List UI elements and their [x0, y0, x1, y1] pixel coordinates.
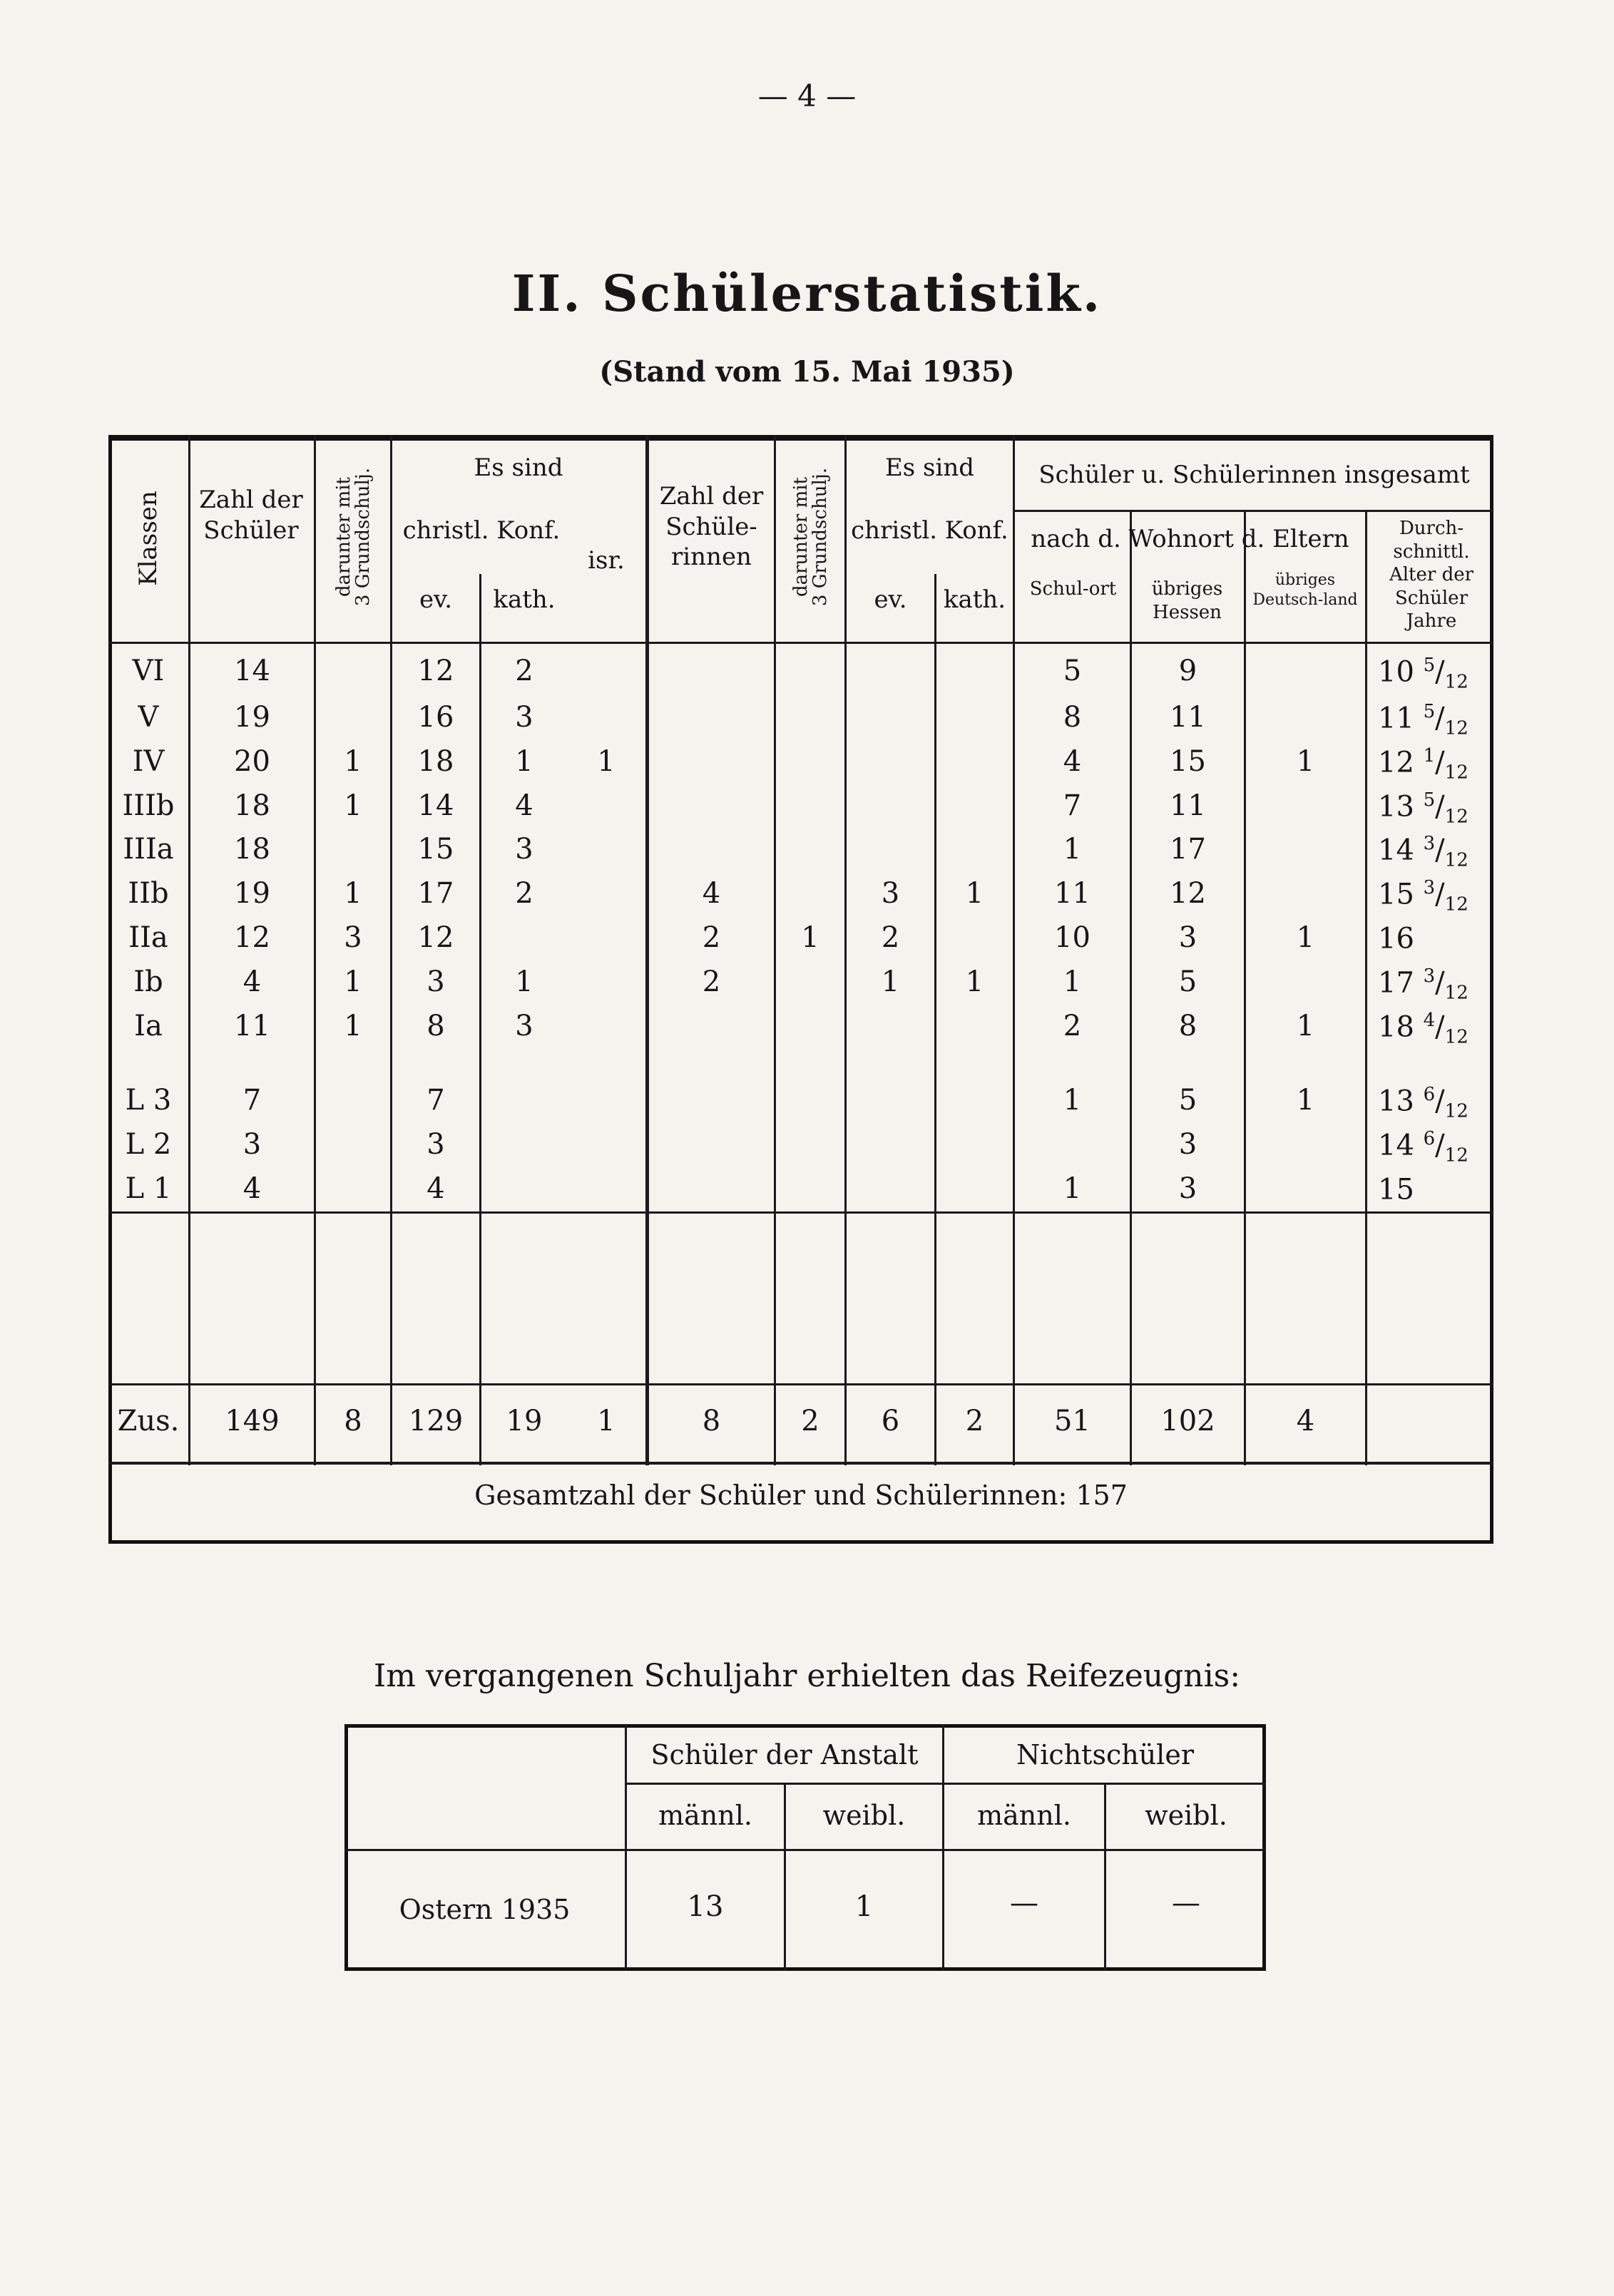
age-denominator: 12: [1444, 982, 1469, 1004]
reife-header-weibl: weibl.: [822, 1800, 906, 1831]
table-cell: 10: [1054, 921, 1091, 954]
header-christl-konf-w: christl. Konf.: [851, 516, 1008, 545]
table-cell: 2: [515, 655, 533, 687]
age-numerator: 5: [1423, 701, 1436, 722]
table-cell: 5: [1178, 1084, 1197, 1117]
header-darunter-text: darunter mit: [333, 477, 354, 598]
age-space: [1414, 966, 1424, 999]
table-cell: 1: [344, 1010, 362, 1042]
table-cell: IV: [132, 745, 165, 778]
age-whole: 11: [1378, 702, 1414, 735]
table-cell: 4: [702, 877, 721, 910]
table-cell: 1: [344, 965, 362, 998]
age-whole: 10: [1378, 655, 1414, 689]
age-space: [1414, 1010, 1424, 1043]
table-cell: 2: [702, 921, 721, 954]
row-divider: [1013, 510, 1493, 512]
table-cell: 9: [1178, 655, 1197, 687]
header-darunter-mit-w: [790, 448, 832, 626]
table-cell: L 1: [125, 1172, 172, 1205]
age-numerator: 6: [1423, 1084, 1436, 1105]
age-whole: 17: [1378, 966, 1414, 1000]
col-divider: [934, 574, 936, 1465]
table-cell: 11: [1054, 877, 1091, 910]
age-cell: [1378, 701, 1492, 739]
age-denominator: 12: [1444, 762, 1469, 784]
reife-nicht-maennl: —: [1010, 1887, 1038, 1920]
table-cell: 2: [881, 921, 900, 954]
header-uebriges-deutschland: übriges Deutsch-land: [1252, 571, 1358, 609]
statistics-table: [108, 435, 1493, 1544]
age-whole: 14: [1378, 1129, 1414, 1162]
header-schulort: Schul-ort: [1029, 578, 1117, 600]
table-cell: IIb: [128, 877, 169, 910]
reife-header-nichtschueler: Nichtschüler: [1016, 1739, 1194, 1770]
table-cell: 4: [427, 1172, 445, 1205]
age-slash: /: [1435, 1085, 1445, 1118]
age-cell: [1378, 745, 1492, 783]
page-number: — 4 —: [757, 78, 857, 113]
age-numerator: 3: [1423, 833, 1436, 854]
age-whole: 13: [1378, 790, 1414, 824]
age-space: [1414, 1129, 1424, 1162]
table-cell: 3: [1178, 921, 1197, 954]
header-zahl-schueler: Zahl der Schüler: [199, 486, 303, 545]
table-cell: 17: [417, 877, 454, 910]
age-cell: [1378, 965, 1492, 1003]
header-darunter-text-w: darunter mit: [790, 477, 812, 598]
age-numerator: 3: [1423, 965, 1436, 987]
age-cell: [1378, 655, 1492, 692]
age-slash: /: [1435, 746, 1445, 779]
header-uebriges-hessen: übriges Hessen: [1151, 578, 1223, 623]
table-cell: 17: [1170, 833, 1206, 866]
header-christl-konf: christl. Konf.: [402, 516, 561, 545]
reife-anstalt-weibl: 1: [854, 1890, 874, 1923]
table-cell: 3: [427, 1128, 445, 1161]
table-cell: 8: [344, 1405, 362, 1437]
table-cell: 149: [225, 1405, 280, 1437]
age-space: [1414, 834, 1424, 866]
table-cell: 3: [515, 833, 533, 866]
table-cell: 1: [1063, 1172, 1082, 1205]
table-cell: 3: [242, 1128, 262, 1161]
table-cell: 8: [702, 1405, 721, 1437]
age-cell: [1378, 1084, 1492, 1122]
table-cell: 3: [344, 921, 362, 954]
table-cell: 19: [234, 877, 270, 910]
table-cell: 2: [965, 1405, 984, 1437]
table-cell: 19: [234, 701, 270, 734]
table-cell: 15: [1170, 745, 1206, 778]
table-cell: 51: [1054, 1405, 1091, 1437]
table-cell: 4: [515, 789, 533, 822]
age-denominator: 12: [1444, 849, 1469, 871]
table-cell: 1: [1296, 921, 1315, 954]
reife-nicht-weibl: —: [1172, 1887, 1200, 1920]
header-darunter-mit: [333, 448, 374, 626]
table-cell: 2: [515, 877, 533, 910]
table-cell: 1: [881, 965, 900, 998]
reife-header-anstalt: Schüler der Anstalt: [650, 1739, 919, 1770]
table-cell: 12: [234, 921, 270, 954]
table-cell: 4: [242, 1172, 262, 1205]
age-denominator: 12: [1444, 671, 1469, 693]
table-cell: 1: [1063, 1084, 1082, 1117]
table-cell: 5: [1178, 965, 1197, 998]
table-cell: 18: [234, 789, 270, 822]
row-divider: [108, 1462, 1493, 1465]
table-cell: 1: [1296, 745, 1315, 778]
table-cell: 12: [1170, 877, 1206, 910]
age-space: [1414, 878, 1424, 911]
age-numerator: 5: [1423, 655, 1436, 676]
table-cell: 18: [234, 833, 270, 866]
header-kath-w: kath.: [943, 585, 1006, 614]
header-isr: isr.: [588, 546, 625, 575]
age-whole: 15: [1378, 878, 1414, 911]
table-cell: 7: [1063, 789, 1082, 822]
table-cell: 12: [417, 655, 454, 687]
age-whole: 14: [1378, 834, 1414, 867]
age-numerator: 4: [1423, 1010, 1436, 1031]
reife-header-maennl-nicht: männl.: [977, 1800, 1071, 1831]
age-whole: 12: [1378, 746, 1414, 779]
table-cell: 1: [1296, 1010, 1315, 1042]
table-cell: 11: [1170, 789, 1206, 822]
header-durchschnitt: Durch-schnittl. Alter der Schüler Jahre: [1389, 518, 1474, 632]
age-whole: 18: [1378, 1010, 1414, 1044]
table-cell: 3: [1178, 1172, 1197, 1205]
table-cell: 14: [417, 789, 454, 822]
table-cell: 3: [1178, 1128, 1197, 1161]
table-cell: 8: [1063, 701, 1082, 734]
age-slash: /: [1435, 878, 1445, 911]
age-space: [1414, 702, 1424, 734]
header-klassen: Klassen: [134, 491, 163, 586]
age-slash: /: [1435, 1129, 1445, 1162]
row-divider: [108, 1383, 1493, 1385]
header-grundschulj-text-w: 3 Grundschulj.: [809, 467, 832, 607]
table-cell: 18: [417, 745, 454, 778]
header-es-sind: Es sind: [474, 453, 563, 482]
age-denominator: 12: [1444, 1026, 1469, 1048]
age-cell: [1378, 789, 1492, 827]
age-denominator: 12: [1444, 1144, 1469, 1167]
age-slash: /: [1435, 655, 1445, 689]
table-cell: 3: [515, 1010, 533, 1042]
age-space: [1414, 1085, 1424, 1117]
table-cell: 2: [801, 1405, 819, 1437]
header-wohnort: nach d. Wohnort d. Eltern: [1031, 525, 1349, 553]
table-cell: 8: [1178, 1010, 1197, 1042]
reife-anstalt-maennl: 13: [687, 1890, 724, 1923]
age-cell: [1378, 833, 1492, 871]
table-cell: VI: [132, 655, 165, 687]
table-cell: 1: [965, 965, 984, 998]
table-cell: 1: [515, 965, 533, 998]
header-insgesamt: Schüler u. Schülerinnen insgesamt: [1038, 461, 1470, 489]
table-cell: 1: [1063, 833, 1082, 866]
col-divider: [1244, 510, 1246, 1465]
table-cell: 7: [427, 1084, 445, 1117]
table-cell: 3: [427, 965, 445, 998]
reife-row-divider: [625, 1783, 1266, 1785]
table-cell: L 3: [125, 1084, 172, 1117]
table-cell: IIIa: [123, 833, 174, 866]
table-cell: 3: [515, 701, 533, 734]
page-title: II. Schülerstatistik.: [511, 264, 1103, 323]
age-cell: [1378, 921, 1492, 959]
reife-header-maennl: männl.: [658, 1800, 752, 1831]
age-numerator: 5: [1423, 789, 1436, 811]
table-cell: Ib: [133, 965, 163, 998]
age-space: [1414, 790, 1424, 823]
reife-row-divider: [344, 1849, 1266, 1851]
table-cell: Zus.: [117, 1405, 180, 1437]
age-whole: 15: [1378, 1173, 1414, 1206]
table-cell: 1: [344, 745, 362, 778]
table-cell: V: [138, 701, 159, 734]
table-cell: 20: [234, 745, 270, 778]
table-cell: IIa: [128, 921, 168, 954]
row-divider: [108, 1211, 1493, 1214]
table-cell: 1: [515, 745, 533, 778]
table-cell: 129: [408, 1405, 464, 1437]
row-divider: [108, 642, 1493, 644]
table-cell: 16: [417, 701, 454, 734]
table-cell: 1: [1296, 1084, 1315, 1117]
table-cell: 6: [881, 1405, 900, 1437]
age-denominator: 12: [1444, 893, 1469, 916]
age-slash: /: [1435, 966, 1445, 1000]
col-divider: [1365, 510, 1367, 1465]
table-cell: 12: [417, 921, 454, 954]
table-cell: L 2: [125, 1128, 172, 1161]
age-whole: 13: [1378, 1085, 1414, 1118]
table-cell: 11: [234, 1010, 270, 1042]
page-subtitle: (Stand vom 15. Mai 1935): [599, 355, 1015, 389]
header-ev-w: ev.: [874, 585, 907, 614]
age-space: [1414, 746, 1424, 779]
table-cell: 3: [881, 877, 900, 910]
table-cell: 8: [427, 1010, 445, 1042]
table-cell: 19: [506, 1405, 543, 1437]
gesamtzahl: Gesamtzahl der Schüler und Schülerinnen: 157: [474, 1480, 1128, 1511]
table-cell: 1: [965, 877, 984, 910]
table-cell: 2: [702, 965, 721, 998]
table-cell: 7: [242, 1084, 262, 1117]
age-numerator: 3: [1423, 877, 1436, 898]
age-slash: /: [1435, 834, 1445, 867]
age-numerator: 1: [1423, 745, 1436, 767]
table-cell: 4: [1296, 1405, 1315, 1437]
age-denominator: 12: [1444, 1100, 1469, 1122]
header-kath: kath.: [493, 585, 556, 614]
age-slash: /: [1435, 790, 1445, 824]
table-cell: 1: [597, 1405, 616, 1437]
age-denominator: 12: [1444, 717, 1469, 739]
table-cell: Ia: [134, 1010, 163, 1042]
table-cell: 1: [597, 745, 616, 778]
table-cell: 102: [1160, 1405, 1215, 1437]
age-denominator: 12: [1444, 806, 1469, 828]
age-cell: [1378, 1010, 1492, 1047]
reife-table: [344, 1724, 1266, 1971]
reife-header-weibl-nicht: weibl.: [1145, 1800, 1227, 1831]
table-cell: 15: [417, 833, 454, 866]
table-cell: IIIb: [122, 789, 175, 822]
reife-heading: Im vergangenen Schuljahr erhielten das Reifezeugnis:: [373, 1658, 1241, 1694]
table-cell: 1: [344, 877, 362, 910]
header-es-sind-w: Es sind: [884, 453, 975, 482]
table-cell: 4: [242, 965, 262, 998]
table-cell: 1: [801, 921, 819, 954]
age-slash: /: [1435, 1010, 1445, 1044]
table-cell: 5: [1063, 655, 1082, 687]
table-cell: 1: [1063, 965, 1082, 998]
age-cell: [1378, 1128, 1492, 1166]
header-ev: ev.: [419, 585, 453, 614]
table-cell: 2: [1063, 1010, 1082, 1042]
age-whole: 16: [1378, 922, 1414, 955]
age-cell: [1378, 1172, 1492, 1210]
age-cell: [1378, 877, 1492, 915]
age-slash: /: [1435, 702, 1445, 735]
header-grundschulj-text: 3 Grundschulj.: [352, 467, 374, 607]
table-cell: 11: [1170, 701, 1206, 734]
reife-row-label: Ostern 1935: [399, 1894, 571, 1925]
header-zahl-schuelerinnen: Zahl der Schüle-rinnen: [659, 482, 764, 571]
table-cell: 4: [1063, 745, 1082, 778]
table-cell: 1: [344, 789, 362, 822]
age-numerator: 6: [1423, 1128, 1436, 1149]
age-space: [1414, 655, 1424, 688]
table-cell: 14: [234, 655, 270, 687]
